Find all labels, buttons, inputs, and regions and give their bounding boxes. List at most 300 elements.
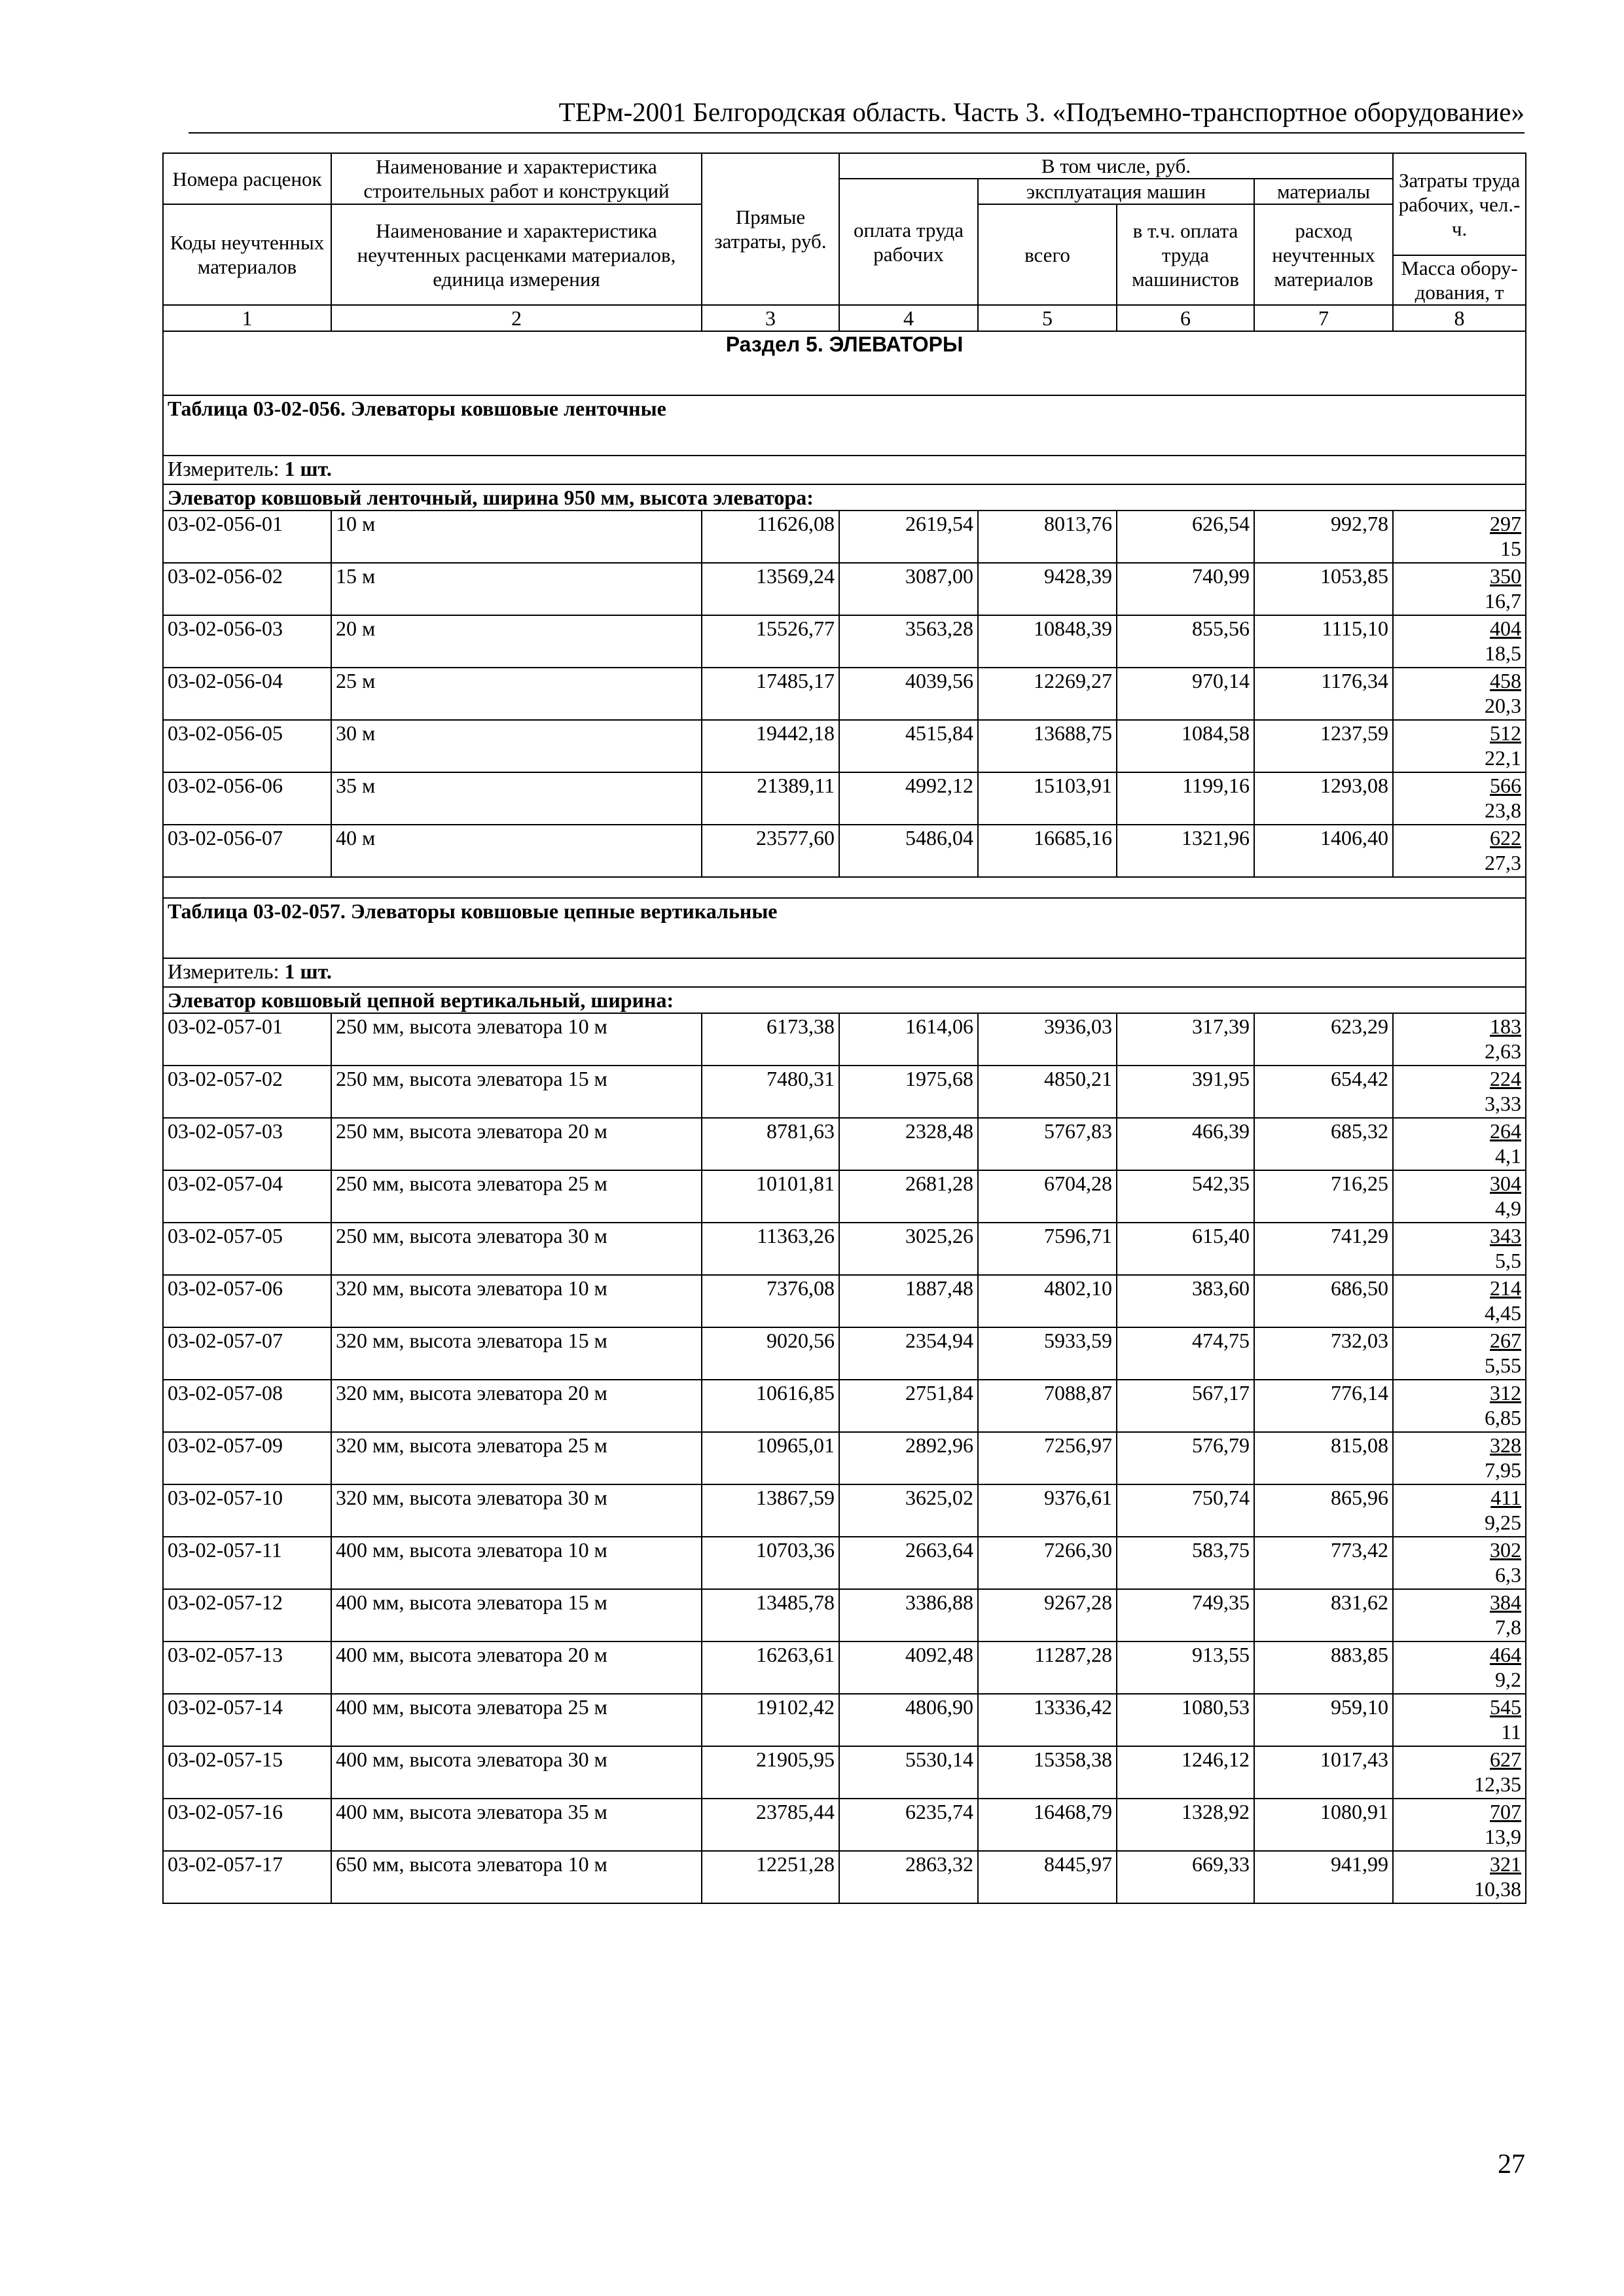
machines-total: 7256,97 — [978, 1432, 1117, 1484]
machines-total: 4802,10 — [978, 1275, 1117, 1327]
machinist-pay: 383,60 — [1117, 1275, 1254, 1327]
direct-costs: 16263,61 — [702, 1641, 839, 1694]
table-row — [163, 1799, 1526, 1851]
labor-and-mass — [1393, 1223, 1526, 1275]
labor-and-mass — [1393, 1746, 1526, 1799]
rate-code: 03-02-057-05 — [163, 1223, 331, 1275]
rate-code: 03-02-056-02 — [163, 563, 331, 615]
machines-total: 16685,16 — [978, 825, 1117, 877]
labor-and-mass — [1393, 563, 1526, 615]
equipment-mass: 4,45 — [1485, 1301, 1522, 1325]
direct-costs: 7376,08 — [702, 1275, 839, 1327]
labor-and-mass — [1393, 1484, 1526, 1537]
materials: 1237,59 — [1254, 720, 1393, 772]
labor-and-mass — [1393, 1327, 1526, 1380]
equipment-mass: 3,33 — [1485, 1092, 1522, 1115]
labor-pay: 2681,28 — [839, 1170, 978, 1223]
labor-and-mass — [1393, 1170, 1526, 1223]
rate-code: 03-02-057-04 — [163, 1170, 331, 1223]
table-row — [163, 511, 1526, 563]
table-row — [163, 1641, 1526, 1694]
direct-costs: 10101,81 — [702, 1170, 839, 1223]
direct-costs: 13569,24 — [702, 563, 839, 615]
rate-name: 15 м — [331, 563, 702, 615]
direct-costs: 21389,11 — [702, 772, 839, 825]
rate-code: 03-02-056-04 — [163, 668, 331, 720]
labor-hours: 411 — [1490, 1486, 1522, 1509]
equipment-mass: 4,1 — [1495, 1144, 1522, 1168]
machines-total: 12269,27 — [978, 668, 1117, 720]
rate-name: 320 мм, высота элеватора 10 м — [331, 1275, 702, 1327]
table-row — [163, 825, 1526, 877]
equipment-mass: 18,5 — [1485, 641, 1522, 665]
price-table — [162, 152, 1526, 1904]
materials: 1053,85 — [1254, 563, 1393, 615]
column-number: 5 — [978, 305, 1117, 331]
rate-name: 320 мм, высота элеватора 30 м — [331, 1484, 702, 1537]
labor-hours: 302 — [1490, 1538, 1522, 1562]
equipment-mass: 12,35 — [1474, 1772, 1522, 1796]
column-number: 8 — [1393, 305, 1526, 331]
group-heading: Элеватор ковшовый ленточный, ширина 950 мм, высота элеватора: — [163, 484, 1526, 511]
rate-code: 03-02-057-09 — [163, 1432, 331, 1484]
machines-total: 8013,76 — [978, 511, 1117, 563]
table-row — [163, 1013, 1526, 1066]
labor-pay: 2751,84 — [839, 1380, 978, 1432]
machinist-pay: 583,75 — [1117, 1537, 1254, 1589]
labor-and-mass — [1393, 772, 1526, 825]
labor-and-mass — [1393, 1589, 1526, 1641]
labor-pay: 2863,32 — [839, 1851, 978, 1903]
rate-name: 10 м — [331, 511, 702, 563]
machines-total: 7266,30 — [978, 1537, 1117, 1589]
equipment-mass: 23,8 — [1485, 798, 1522, 822]
labor-and-mass — [1393, 1641, 1526, 1694]
table-row — [163, 1327, 1526, 1380]
equipment-mass: 13,9 — [1485, 1825, 1522, 1848]
machines-total: 6704,28 — [978, 1170, 1117, 1223]
labor-hours: 297 — [1490, 512, 1522, 535]
header-materials: материалы — [1254, 179, 1393, 204]
labor-hours: 328 — [1490, 1433, 1522, 1457]
labor-pay: 2354,94 — [839, 1327, 978, 1380]
running-title: ТЕРм-2001 Белгородская область. Часть 3. «Подъемно-транспортное оборудование» — [558, 97, 1525, 127]
table-title: Таблица 03-02-057. Элеваторы ковшовые цепные вертикальные — [163, 898, 1526, 958]
rate-code: 03-02-057-11 — [163, 1537, 331, 1589]
machinist-pay: 542,35 — [1117, 1170, 1254, 1223]
materials: 1293,08 — [1254, 772, 1393, 825]
direct-costs: 23785,44 — [702, 1799, 839, 1851]
labor-and-mass — [1393, 1066, 1526, 1118]
machinist-pay: 466,39 — [1117, 1118, 1254, 1170]
direct-costs: 6173,38 — [702, 1013, 839, 1066]
header-codes-bottom: Коды неучтенных материалов — [163, 204, 331, 305]
labor-and-mass — [1393, 825, 1526, 877]
labor-hours: 350 — [1490, 564, 1522, 588]
rate-name: 400 мм, высота элеватора 30 м — [331, 1746, 702, 1799]
table-gap — [163, 877, 1526, 898]
labor-pay: 4515,84 — [839, 720, 978, 772]
table-row — [163, 1275, 1526, 1327]
rate-name: 25 м — [331, 668, 702, 720]
rate-name: 400 мм, высота элеватора 15 м — [331, 1589, 702, 1641]
table-row — [163, 1066, 1526, 1118]
labor-and-mass — [1393, 1694, 1526, 1746]
materials: 1017,43 — [1254, 1746, 1393, 1799]
equipment-mass: 2,63 — [1485, 1039, 1522, 1063]
equipment-mass: 15 — [1500, 537, 1522, 560]
direct-costs: 8781,63 — [702, 1118, 839, 1170]
unit-value: 1 шт. — [284, 457, 332, 480]
header-direct-costs: Прямые затраты, руб. — [702, 153, 839, 305]
labor-hours: 464 — [1490, 1643, 1522, 1666]
machines-total: 3936,03 — [978, 1013, 1117, 1066]
machinist-pay: 317,39 — [1117, 1013, 1254, 1066]
labor-hours: 458 — [1490, 669, 1522, 692]
labor-pay: 4092,48 — [839, 1641, 978, 1694]
rate-code: 03-02-056-01 — [163, 511, 331, 563]
machines-total: 5933,59 — [978, 1327, 1117, 1380]
rate-code: 03-02-056-07 — [163, 825, 331, 877]
materials: 1176,34 — [1254, 668, 1393, 720]
column-number: 3 — [702, 305, 839, 331]
materials: 716,25 — [1254, 1170, 1393, 1223]
machines-total: 11287,28 — [978, 1641, 1117, 1694]
header-machinist-pay: в т.ч. оплата труда машинистов — [1117, 204, 1254, 305]
rate-code: 03-02-057-13 — [163, 1641, 331, 1694]
rate-name: 20 м — [331, 615, 702, 668]
section-title: Раздел 5. ЭЛЕВАТОРЫ — [163, 331, 1526, 395]
machinist-pay: 740,99 — [1117, 563, 1254, 615]
labor-hours: 343 — [1490, 1224, 1522, 1247]
labor-pay: 3625,02 — [839, 1484, 978, 1537]
labor-pay: 6235,74 — [839, 1799, 978, 1851]
direct-costs: 7480,31 — [702, 1066, 839, 1118]
rate-name: 400 мм, высота элеватора 20 м — [331, 1641, 702, 1694]
labor-pay: 4039,56 — [839, 668, 978, 720]
direct-costs: 21905,95 — [702, 1746, 839, 1799]
equipment-mass: 4,9 — [1495, 1196, 1522, 1220]
header-machines: эксплуатация машин — [978, 179, 1254, 204]
materials: 815,08 — [1254, 1432, 1393, 1484]
column-number: 2 — [331, 305, 702, 331]
machinist-pay: 615,40 — [1117, 1223, 1254, 1275]
labor-and-mass — [1393, 1537, 1526, 1589]
direct-costs: 19102,42 — [702, 1694, 839, 1746]
materials: 883,85 — [1254, 1641, 1393, 1694]
machinist-pay: 1199,16 — [1117, 772, 1254, 825]
equipment-mass: 16,7 — [1485, 589, 1522, 613]
table-row — [163, 1170, 1526, 1223]
equipment-mass: 6,3 — [1495, 1563, 1522, 1587]
rate-code: 03-02-057-02 — [163, 1066, 331, 1118]
table-row — [163, 1537, 1526, 1589]
rate-name: 400 мм, высота элеватора 35 м — [331, 1799, 702, 1851]
rate-name: 320 мм, высота элеватора 15 м — [331, 1327, 702, 1380]
materials: 1406,40 — [1254, 825, 1393, 877]
labor-pay: 1887,48 — [839, 1275, 978, 1327]
machinist-pay: 474,75 — [1117, 1327, 1254, 1380]
materials: 1115,10 — [1254, 615, 1393, 668]
rate-name: 250 мм, высота элеватора 20 м — [331, 1118, 702, 1170]
equipment-mass: 7,95 — [1485, 1458, 1522, 1482]
table-row — [163, 1746, 1526, 1799]
machines-total: 7088,87 — [978, 1380, 1117, 1432]
header-unaccounted-materials: расход неучтенных материалов — [1254, 204, 1393, 305]
equipment-mass: 9,25 — [1485, 1511, 1522, 1534]
machinist-pay: 913,55 — [1117, 1641, 1254, 1694]
labor-and-mass — [1393, 1799, 1526, 1851]
table-row — [163, 720, 1526, 772]
unit-line — [163, 958, 1526, 987]
table-row — [163, 615, 1526, 668]
materials: 865,96 — [1254, 1484, 1393, 1537]
page-number: 27 — [1498, 2149, 1525, 2179]
machines-total: 16468,79 — [978, 1799, 1117, 1851]
rate-code: 03-02-057-15 — [163, 1746, 331, 1799]
direct-costs: 19442,18 — [702, 720, 839, 772]
machines-total: 9376,61 — [978, 1484, 1117, 1537]
table-row — [163, 563, 1526, 615]
labor-pay: 3025,26 — [839, 1223, 978, 1275]
header-machines-total: всего — [978, 204, 1117, 305]
machinist-pay: 855,56 — [1117, 615, 1254, 668]
direct-costs: 15526,77 — [702, 615, 839, 668]
direct-costs: 23577,60 — [702, 825, 839, 877]
rate-name: 30 м — [331, 720, 702, 772]
machines-total: 13688,75 — [978, 720, 1117, 772]
equipment-mass: 6,85 — [1485, 1406, 1522, 1429]
machines-total: 4850,21 — [978, 1066, 1117, 1118]
equipment-mass: 11 — [1501, 1720, 1522, 1744]
labor-and-mass — [1393, 1118, 1526, 1170]
rate-name: 400 мм, высота элеватора 10 м — [331, 1537, 702, 1589]
labor-hours: 512 — [1490, 721, 1522, 745]
rate-name: 250 мм, высота элеватора 25 м — [331, 1170, 702, 1223]
materials: 1080,91 — [1254, 1799, 1393, 1851]
direct-costs: 11626,08 — [702, 511, 839, 563]
machines-total: 9267,28 — [978, 1589, 1117, 1641]
labor-hours: 183 — [1490, 1014, 1522, 1038]
direct-costs: 9020,56 — [702, 1327, 839, 1380]
materials: 776,14 — [1254, 1380, 1393, 1432]
rate-code: 03-02-057-16 — [163, 1799, 331, 1851]
direct-costs: 12251,28 — [702, 1851, 839, 1903]
machinist-pay: 576,79 — [1117, 1432, 1254, 1484]
materials: 959,10 — [1254, 1694, 1393, 1746]
direct-costs: 13485,78 — [702, 1589, 839, 1641]
unit-label: Измеритель: — [168, 960, 280, 983]
machines-total: 7596,71 — [978, 1223, 1117, 1275]
materials: 941,99 — [1254, 1851, 1393, 1903]
rate-code: 03-02-057-12 — [163, 1589, 331, 1641]
column-number: 1 — [163, 305, 331, 331]
labor-pay: 3563,28 — [839, 615, 978, 668]
equipment-mass: 7,8 — [1495, 1615, 1522, 1639]
header-names-top: Наименование и характеристика строительных работ и конструкций — [331, 153, 702, 204]
materials: 831,62 — [1254, 1589, 1393, 1641]
machinist-pay: 669,33 — [1117, 1851, 1254, 1903]
header-equipment-mass: Масса обору-дования, т — [1393, 255, 1526, 305]
labor-hours: 566 — [1490, 774, 1522, 797]
materials: 623,29 — [1254, 1013, 1393, 1066]
rate-name: 40 м — [331, 825, 702, 877]
table-row — [163, 1484, 1526, 1537]
rate-name: 250 мм, высота элеватора 15 м — [331, 1066, 702, 1118]
machines-total: 13336,42 — [978, 1694, 1117, 1746]
labor-pay: 3087,00 — [839, 563, 978, 615]
rate-name: 320 мм, высота элеватора 20 м — [331, 1380, 702, 1432]
materials: 732,03 — [1254, 1327, 1393, 1380]
header-codes-top: Номера расценок — [163, 153, 331, 204]
labor-pay: 2892,96 — [839, 1432, 978, 1484]
unit-value: 1 шт. — [284, 960, 332, 983]
machinist-pay: 1084,58 — [1117, 720, 1254, 772]
rate-name: 250 мм, высота элеватора 10 м — [331, 1013, 702, 1066]
machinist-pay: 1321,96 — [1117, 825, 1254, 877]
header-names-bottom: Наименование и характеристика неучтенных расценками материалов, единица измерения — [331, 204, 702, 305]
rate-code: 03-02-056-03 — [163, 615, 331, 668]
labor-pay: 2619,54 — [839, 511, 978, 563]
rate-name: 400 мм, высота элеватора 25 м — [331, 1694, 702, 1746]
machines-total: 15358,38 — [978, 1746, 1117, 1799]
labor-pay: 5486,04 — [839, 825, 978, 877]
rate-code: 03-02-057-08 — [163, 1380, 331, 1432]
rate-code: 03-02-057-03 — [163, 1118, 331, 1170]
machinist-pay: 626,54 — [1117, 511, 1254, 563]
table-row — [163, 772, 1526, 825]
rate-name: 650 мм, высота элеватора 10 м — [331, 1851, 702, 1903]
machinist-pay: 1246,12 — [1117, 1746, 1254, 1799]
table-row — [163, 1432, 1526, 1484]
column-number: 6 — [1117, 305, 1254, 331]
machinist-pay: 567,17 — [1117, 1380, 1254, 1432]
header-including: В том числе, руб. — [839, 153, 1393, 179]
table-row — [163, 1118, 1526, 1170]
machines-total: 8445,97 — [978, 1851, 1117, 1903]
direct-costs: 10965,01 — [702, 1432, 839, 1484]
group-heading: Элеватор ковшовый цепной вертикальный, ширина: — [163, 987, 1526, 1013]
labor-hours: 312 — [1490, 1381, 1522, 1405]
labor-and-mass — [1393, 511, 1526, 563]
rate-code: 03-02-057-10 — [163, 1484, 331, 1537]
table-row — [163, 1851, 1526, 1903]
rate-name: 320 мм, высота элеватора 25 м — [331, 1432, 702, 1484]
table-title: Таблица 03-02-056. Элеваторы ковшовые ленточные — [163, 395, 1526, 456]
labor-pay: 2663,64 — [839, 1537, 978, 1589]
materials: 654,42 — [1254, 1066, 1393, 1118]
rate-code: 03-02-057-07 — [163, 1327, 331, 1380]
materials: 685,32 — [1254, 1118, 1393, 1170]
rate-code: 03-02-056-06 — [163, 772, 331, 825]
labor-hours: 707 — [1490, 1800, 1522, 1823]
labor-and-mass — [1393, 1380, 1526, 1432]
direct-costs: 11363,26 — [702, 1223, 839, 1275]
labor-pay: 2328,48 — [839, 1118, 978, 1170]
labor-and-mass — [1393, 1013, 1526, 1066]
table-row — [163, 1380, 1526, 1432]
rate-code: 03-02-057-14 — [163, 1694, 331, 1746]
labor-hours: 321 — [1490, 1852, 1522, 1876]
rate-code: 03-02-057-06 — [163, 1275, 331, 1327]
equipment-mass: 5,55 — [1485, 1354, 1522, 1377]
labor-hours: 214 — [1490, 1276, 1522, 1300]
labor-and-mass — [1393, 1275, 1526, 1327]
machines-total: 5767,83 — [978, 1118, 1117, 1170]
labor-hours: 264 — [1490, 1119, 1522, 1143]
machinist-pay: 1080,53 — [1117, 1694, 1254, 1746]
labor-pay: 4992,12 — [839, 772, 978, 825]
direct-costs: 17485,17 — [702, 668, 839, 720]
labor-hours: 304 — [1490, 1172, 1522, 1195]
table-row — [163, 1223, 1526, 1275]
machinist-pay: 749,35 — [1117, 1589, 1254, 1641]
table-row — [163, 1589, 1526, 1641]
table-row — [163, 1694, 1526, 1746]
materials: 686,50 — [1254, 1275, 1393, 1327]
rate-code: 03-02-056-05 — [163, 720, 331, 772]
labor-hours: 627 — [1490, 1748, 1522, 1771]
rate-code: 03-02-057-01 — [163, 1013, 331, 1066]
labor-and-mass — [1393, 668, 1526, 720]
header-rule — [189, 132, 1525, 134]
labor-hours: 267 — [1490, 1329, 1522, 1352]
rate-name: 35 м — [331, 772, 702, 825]
direct-costs: 10616,85 — [702, 1380, 839, 1432]
column-number: 7 — [1254, 305, 1393, 331]
machines-total: 15103,91 — [978, 772, 1117, 825]
labor-hours: 622 — [1490, 826, 1522, 850]
equipment-mass: 10,38 — [1474, 1877, 1522, 1901]
equipment-mass: 22,1 — [1485, 746, 1522, 770]
direct-costs: 10703,36 — [702, 1537, 839, 1589]
unit-line — [163, 456, 1526, 484]
machinist-pay: 970,14 — [1117, 668, 1254, 720]
labor-and-mass — [1393, 1851, 1526, 1903]
labor-pay: 5530,14 — [839, 1746, 978, 1799]
unit-label: Измеритель: — [168, 457, 280, 480]
labor-hours: 404 — [1490, 617, 1522, 640]
materials: 773,42 — [1254, 1537, 1393, 1589]
machines-total: 9428,39 — [978, 563, 1117, 615]
machines-total: 10848,39 — [978, 615, 1117, 668]
equipment-mass: 5,5 — [1495, 1249, 1522, 1272]
labor-and-mass — [1393, 1432, 1526, 1484]
materials: 741,29 — [1254, 1223, 1393, 1275]
labor-hours: 384 — [1490, 1590, 1522, 1614]
column-number: 4 — [839, 305, 978, 331]
machinist-pay: 391,95 — [1117, 1066, 1254, 1118]
labor-and-mass — [1393, 720, 1526, 772]
rate-code: 03-02-057-17 — [163, 1851, 331, 1903]
equipment-mass: 27,3 — [1485, 851, 1522, 874]
equipment-mass: 20,3 — [1485, 694, 1522, 717]
labor-hours: 545 — [1490, 1695, 1522, 1719]
direct-costs: 13867,59 — [702, 1484, 839, 1537]
labor-pay: 1614,06 — [839, 1013, 978, 1066]
labor-pay: 1975,68 — [839, 1066, 978, 1118]
header-labor-pay: оплата труда рабочих — [839, 179, 978, 305]
labor-and-mass — [1393, 615, 1526, 668]
table-row — [163, 668, 1526, 720]
labor-pay: 4806,90 — [839, 1694, 978, 1746]
machinist-pay: 750,74 — [1117, 1484, 1254, 1537]
machinist-pay: 1328,92 — [1117, 1799, 1254, 1851]
equipment-mass: 9,2 — [1495, 1668, 1522, 1691]
materials: 992,78 — [1254, 511, 1393, 563]
labor-hours: 224 — [1490, 1067, 1522, 1090]
rate-name: 250 мм, высота элеватора 30 м — [331, 1223, 702, 1275]
